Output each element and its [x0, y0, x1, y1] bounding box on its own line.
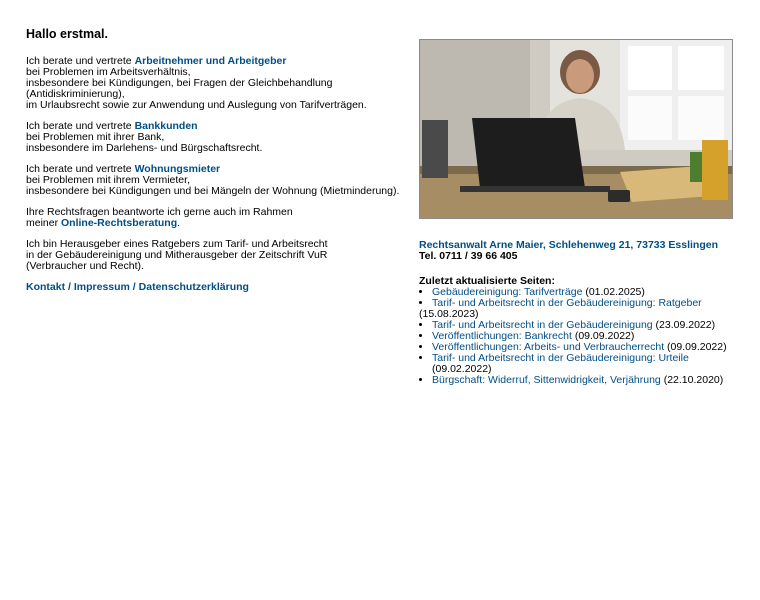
intro-publisher: Ich bin Herausgeber eines Ratgebers zum Tarif- und Arbeitsrecht in der Gebäudereinigung und Mitherausgeber der Zeitschrift VuR (Verbraucher und Recht). — [26, 238, 328, 272]
list-item: • Bürgschaft: Widerruf, Sittenwidrigkeit, Verjährung (22.10.2020) — [432, 375, 739, 386]
link-impressum[interactable]: Impressum — [73, 281, 130, 293]
update-link[interactable]: Veröffentlichungen: Arbeits- und Verbraucherrecht — [432, 341, 665, 353]
intro-tenant: Ich berate und vertrete Wohnungsmieter bei Problemen mit ihrem Vermieter, insbesondere bei Kündigungen und bei Mängeln der Wohnung (Mietminderung). — [26, 163, 400, 197]
list-item: • Veröffentlichungen: Bankrecht (09.09.2022) — [432, 331, 739, 342]
contact-block — [419, 240, 739, 262]
link-wohnungsmieter[interactable]: Wohnungsmieter — [134, 163, 221, 175]
updates-list-cont — [419, 320, 739, 386]
sidebar — [419, 39, 739, 386]
office-photo — [419, 39, 733, 219]
link-arbeitnehmer-arbeitgeber[interactable]: Arbeitnehmer und Arbeitgeber — [134, 55, 287, 67]
list-item: • Tarif- und Arbeitsrecht in der Gebäudereinigung: Urteile (09.02.2022) — [432, 353, 739, 375]
list-item: • Gebäudereinigung: Tarifverträge (01.02.2025) — [432, 287, 739, 298]
recent-updates — [419, 276, 739, 386]
main-content — [26, 28, 406, 303]
list-item: • Tarif- und Arbeitsrecht in der Gebäudereinigung (23.09.2022) — [432, 320, 739, 331]
page-title: Hallo erstmal. — [26, 27, 108, 41]
phone: Tel. 0711 / 39 66 405 — [419, 250, 518, 262]
intro-bank: Ich berate und vertrete Bankkunden bei Problemen mit ihrer Bank, insbesondere im Darlehens- und Bürgschaftsrecht. — [26, 120, 263, 154]
address: Rechtsanwalt Arne Maier, Schlehenweg 21, 73733 Esslingen — [419, 239, 718, 251]
link-bankkunden[interactable]: Bankkunden — [134, 120, 198, 132]
list-item: • Veröffentlichungen: Arbeits- und Verbraucherrecht (09.09.2022) — [432, 342, 739, 353]
update-link[interactable]: Gebäudereinigung: Tarifverträge — [432, 286, 583, 298]
footer-links: Kontakt / Impressum / Datenschutzerklärung — [26, 281, 249, 293]
update-link[interactable]: Bürgschaft: Widerruf, Sittenwidrigkeit, Verjährung — [432, 374, 661, 386]
updates-list — [419, 287, 739, 309]
link-online-rechtsberatung[interactable]: Online-Rechtsberatung — [61, 217, 178, 229]
intro-online: Ihre Rechtsfragen beantworte ich gerne auch im Rahmen meiner Online-Rechtsberatung. — [26, 206, 293, 229]
update-link[interactable]: Tarif- und Arbeitsrecht in der Gebäudereinigung: Urteile — [432, 352, 689, 364]
update-link[interactable]: Veröffentlichungen: Bankrecht — [432, 330, 572, 342]
updates-heading: Zuletzt aktualisierte Seiten: — [419, 275, 555, 287]
update-date-wrapped: (15.08.2023) — [419, 308, 479, 320]
link-datenschutz[interactable]: Datenschutzerklärung — [138, 281, 249, 293]
link-kontakt[interactable]: Kontakt — [26, 281, 66, 293]
update-link[interactable]: Tarif- und Arbeitsrecht in der Gebäudereinigung: Ratgeber — [432, 297, 702, 309]
lawyer-photo-illustration — [420, 40, 732, 218]
update-link[interactable]: Tarif- und Arbeitsrecht in der Gebäudereinigung — [432, 319, 653, 331]
intro-employment: Ich berate und vertrete Arbeitnehmer und Arbeitgeber bei Problemen im Arbeitsverhältnis, insbesondere bei Kündigungen, bei Fragen der Gleichbehandlung (Antidiskriminierung), im Urlaubsrecht sowie zur Anwendung und Auslegung von Tarifverträgen. — [26, 55, 367, 111]
